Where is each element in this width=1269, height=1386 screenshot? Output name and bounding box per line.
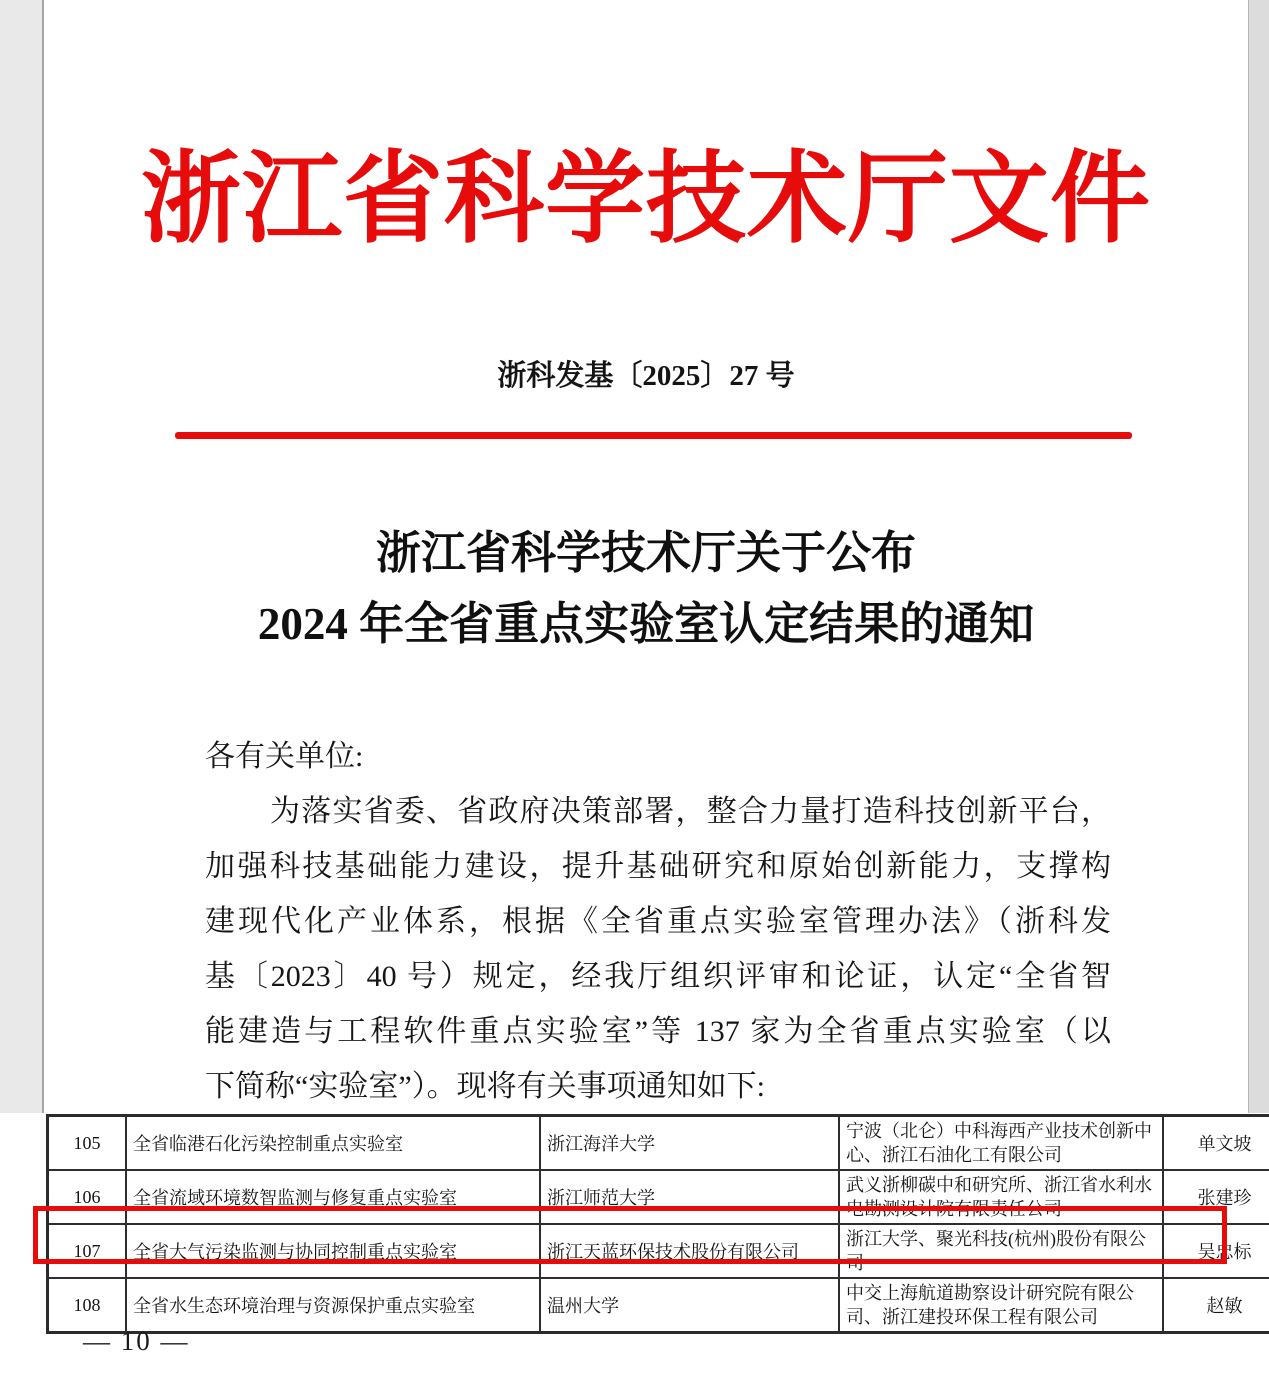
lab-name: 全省流域环境数智监测与修复重点实验室	[126, 1170, 540, 1224]
page-left-margin	[0, 0, 44, 1113]
lab-director: 吴忠标	[1163, 1224, 1269, 1278]
lab-table-section	[0, 1113, 1269, 1386]
lab-name: 全省大气污染监测与协同控制重点实验室	[126, 1224, 540, 1278]
page-number: — 10 —	[83, 1326, 190, 1356]
row-number: 106	[48, 1170, 127, 1224]
host-institution: 温州大学	[540, 1278, 839, 1333]
notice-title-line1: 浙江省科学技术厅关于公布	[375, 528, 916, 578]
host-institution: 浙江师范大学	[540, 1170, 839, 1224]
host-institution: 浙江天蓝环保技术股份有限公司	[540, 1224, 839, 1278]
notice-title-line2: 2024 年全省重点实验室认定结果的通知	[257, 599, 1035, 649]
lab-table	[46, 1114, 1269, 1334]
table-row-105	[48, 1116, 1269, 1171]
lab-name: 全省临港石化污染控制重点实验室	[126, 1116, 540, 1171]
body-line-6: 下简称“实验室”）。现将有关事项通知如下:	[205, 1070, 765, 1103]
lab-director: 赵敏	[1163, 1278, 1269, 1333]
body-line-3: 建现代化产业体系，根据《全省重点实验室管理办法》（浙科发	[205, 905, 1111, 938]
notice-body	[205, 729, 1111, 1114]
body-line-1: 为落实省委、省政府决策部署，整合力量打造科技创新平台，	[270, 795, 1111, 828]
partner-units: 中交上海航道勘察设计研究院有限公司、浙江建投环保工程有限公司	[839, 1278, 1163, 1333]
lab-name: 全省水生态环境治理与资源保护重点实验室	[126, 1278, 540, 1333]
row-number: 108	[48, 1278, 127, 1333]
body-line-4: 基〔2023〕40 号）规定，经我厅组织评审和论证，认定“全省智	[205, 960, 1111, 993]
partner-units: 宁波（北仑）中科海西产业技术创新中心、浙江石油化工有限公司	[839, 1116, 1163, 1171]
page-right-margin	[1248, 0, 1269, 1113]
body-line-2: 加强科技基础能力建设，提升基础研究和原始创新能力，支撑构	[205, 850, 1111, 883]
lab-director: 单文坡	[1163, 1116, 1269, 1171]
header-divider-rule	[175, 432, 1132, 439]
notice-title	[44, 518, 1248, 660]
table-row-106	[48, 1170, 1269, 1224]
row-number: 107	[48, 1224, 127, 1278]
table-row-107-highlighted	[48, 1224, 1269, 1278]
lab-director: 张建珍	[1163, 1170, 1269, 1224]
salutation-line: 各有关单位:	[205, 740, 364, 773]
host-institution: 浙江海洋大学	[540, 1116, 839, 1171]
partner-units: 武义浙柳碳中和研究所、浙江省水利水电勘测设计院有限责任公司	[839, 1170, 1163, 1224]
document-header-title: 浙江省科学技术厅文件	[141, 144, 1151, 255]
table-row-108	[48, 1278, 1269, 1333]
row-number: 105	[48, 1116, 127, 1171]
partner-units: 浙江大学、聚光科技(杭州)股份有限公司	[839, 1224, 1163, 1278]
document-number: 浙科发基〔2025〕27 号	[497, 360, 795, 392]
body-line-5: 能建造与工程软件重点实验室”等 137 家为全省重点实验室（以	[205, 1015, 1111, 1048]
